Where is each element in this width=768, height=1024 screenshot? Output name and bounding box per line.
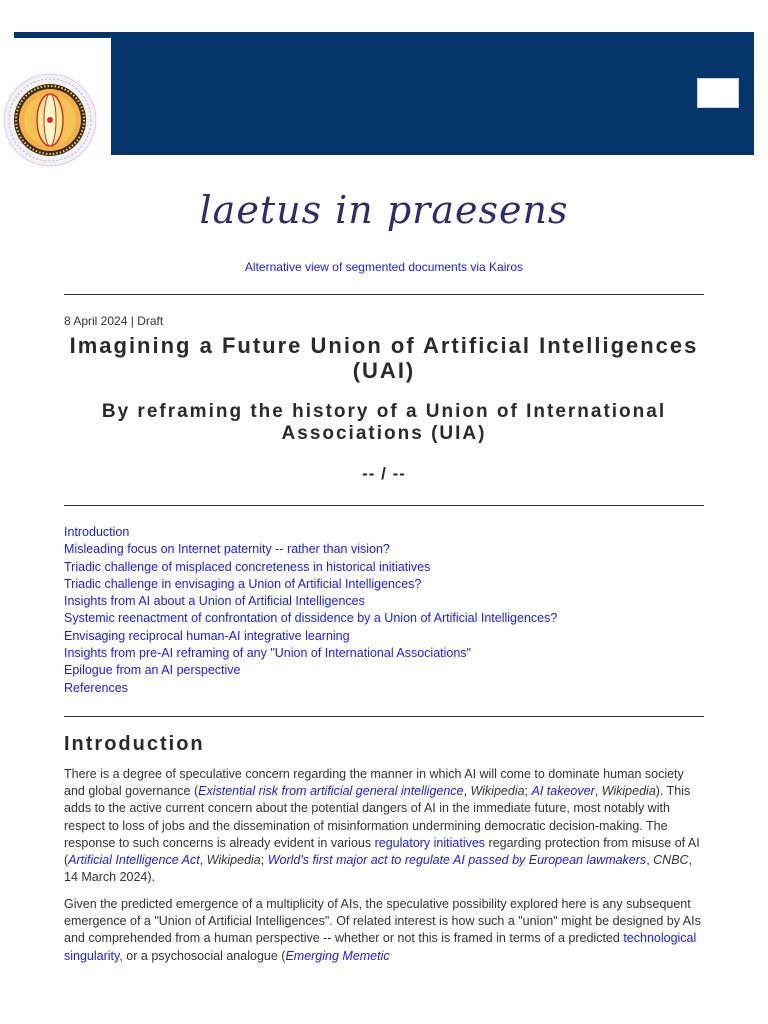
- toc-link-reciprocal-learning[interactable]: Envisaging reciprocal human-AI integrative learning: [64, 628, 350, 643]
- article-subtitle: By reframing the history of a Union of International Associations (UIA): [101, 401, 667, 444]
- toc-item: [64, 628, 704, 645]
- publish-date: 8 April 2024: [64, 314, 128, 328]
- link-technological-singularity[interactable]: technological singularity: [64, 931, 697, 963]
- article-title: Imagining a Future Union of Artificial Intelligences (UAI): [69, 333, 699, 383]
- date-line: [64, 314, 163, 328]
- mandala-logo-icon: [0, 38, 111, 173]
- toc-item: [64, 559, 704, 576]
- toc-link-insights-from-ai[interactable]: Insights from AI about a Union of Artificial Intelligences: [64, 594, 365, 609]
- text-run: ,: [463, 784, 471, 799]
- toc-item: [64, 593, 704, 610]
- date-separator: |: [130, 314, 134, 328]
- link-text: World's first major act to regulate AI passed by European lawmakers: [267, 853, 647, 868]
- link-text: Artificial Intelligence Act: [68, 853, 200, 868]
- toc-item: [64, 680, 704, 697]
- text-run: Given the predicted emergence of a multiplicity of AIs, the speculative possibility explored here is any subsequent emergence of a "Union of Artificial Intelligences". Of related interest is how such a "union" might be designed by AIs and comprehended from a human perspective -- whether or not this is framed in terms of a predicted: [64, 897, 701, 946]
- text-run: ). This adds to the active current concern about the potential dangers of AI in the immediate future, most notably with respect to loss of jobs and the dissemination of misinformation undermining democratic decision-making. The response to such concerns is already evident in various: [64, 784, 691, 850]
- link-ai-act[interactable]: [68, 853, 200, 867]
- toc-bottom-divider: [64, 716, 704, 717]
- toc-item: [64, 662, 704, 679]
- link-emerging-memetic[interactable]: [285, 949, 389, 963]
- toc-link-internet-paternity[interactable]: Misleading focus on Internet paternity -- rather than vision?: [64, 542, 390, 557]
- toc-link-misplaced-concreteness[interactable]: Triadic challenge of misplaced concreteness in historical initiatives: [64, 559, 431, 574]
- toc-link-pre-ai-reframing[interactable]: Insights from pre-AI reframing of any "Union of International Associations": [64, 646, 471, 661]
- source-cnbc: CNBC: [653, 853, 689, 868]
- table-of-contents: [64, 524, 704, 697]
- toc-top-divider: [64, 505, 704, 506]
- text-run: ;: [524, 784, 532, 799]
- text-run: ;: [260, 853, 268, 868]
- header-banner: [14, 32, 754, 155]
- text-run: regarding protection from misuse of AI (: [64, 835, 700, 868]
- toc-item: [64, 645, 704, 662]
- alt-view-link[interactable]: Alternative view of segmented documents via Kairos: [244, 260, 524, 274]
- link-text: Existential risk from artificial general intelligence: [198, 784, 464, 799]
- link-existential-risk[interactable]: [198, 784, 463, 798]
- toc-link-references[interactable]: References: [64, 680, 128, 695]
- toc-item: [64, 524, 704, 541]
- intro-paragraph-2: [64, 896, 704, 965]
- toc-link-introduction[interactable]: Introduction: [64, 525, 130, 539]
- toc-link-systemic-reenactment[interactable]: Systemic reenactment of confrontation of dissidence by a Union of Artificial Intelligences?: [64, 611, 558, 626]
- section-heading-introduction: Introduction: [64, 733, 205, 755]
- toc-link-epilogue[interactable]: Epilogue from an AI perspective: [64, 663, 241, 678]
- toc-link-triadic-challenge[interactable]: Triadic challenge in envisaging a Union of Artificial Intelligences?: [64, 576, 422, 591]
- source-wikipedia: Wikipedia: [206, 853, 261, 868]
- toc-item: [64, 576, 704, 593]
- menu-button[interactable]: [697, 78, 739, 108]
- link-regulatory-initiatives[interactable]: regulatory initiatives: [374, 835, 486, 850]
- source-wikipedia: Wikipedia: [601, 784, 656, 799]
- link-cnbc-article[interactable]: [268, 853, 646, 867]
- link-text: AI takeover: [531, 784, 595, 799]
- text-run: There is a degree of speculative concern regarding the manner in which AI will come to dominate human society and global governance (: [64, 767, 684, 799]
- intro-paragraph-1: [64, 766, 704, 886]
- text-run: ,: [646, 853, 654, 868]
- site-title[interactable]: laetus in praesens: [199, 188, 569, 232]
- site-logo[interactable]: [0, 38, 111, 173]
- link-ai-takeover[interactable]: [532, 784, 595, 798]
- toc-item: [64, 610, 704, 627]
- toc-item: [64, 541, 704, 558]
- title-divider-mark: -- / --: [362, 464, 406, 483]
- top-divider: [64, 294, 704, 295]
- link-text: Emerging Memetic: [285, 948, 390, 963]
- draft-status: Draft: [137, 314, 164, 328]
- source-wikipedia: Wikipedia: [470, 784, 525, 799]
- text-run: , or a psychosocial analogue (: [119, 948, 286, 963]
- text-run: , 14 March 2024).: [64, 853, 693, 885]
- alt-view-link-container: [0, 260, 768, 274]
- text-run: ,: [199, 853, 207, 868]
- text-run: ,: [594, 784, 602, 799]
